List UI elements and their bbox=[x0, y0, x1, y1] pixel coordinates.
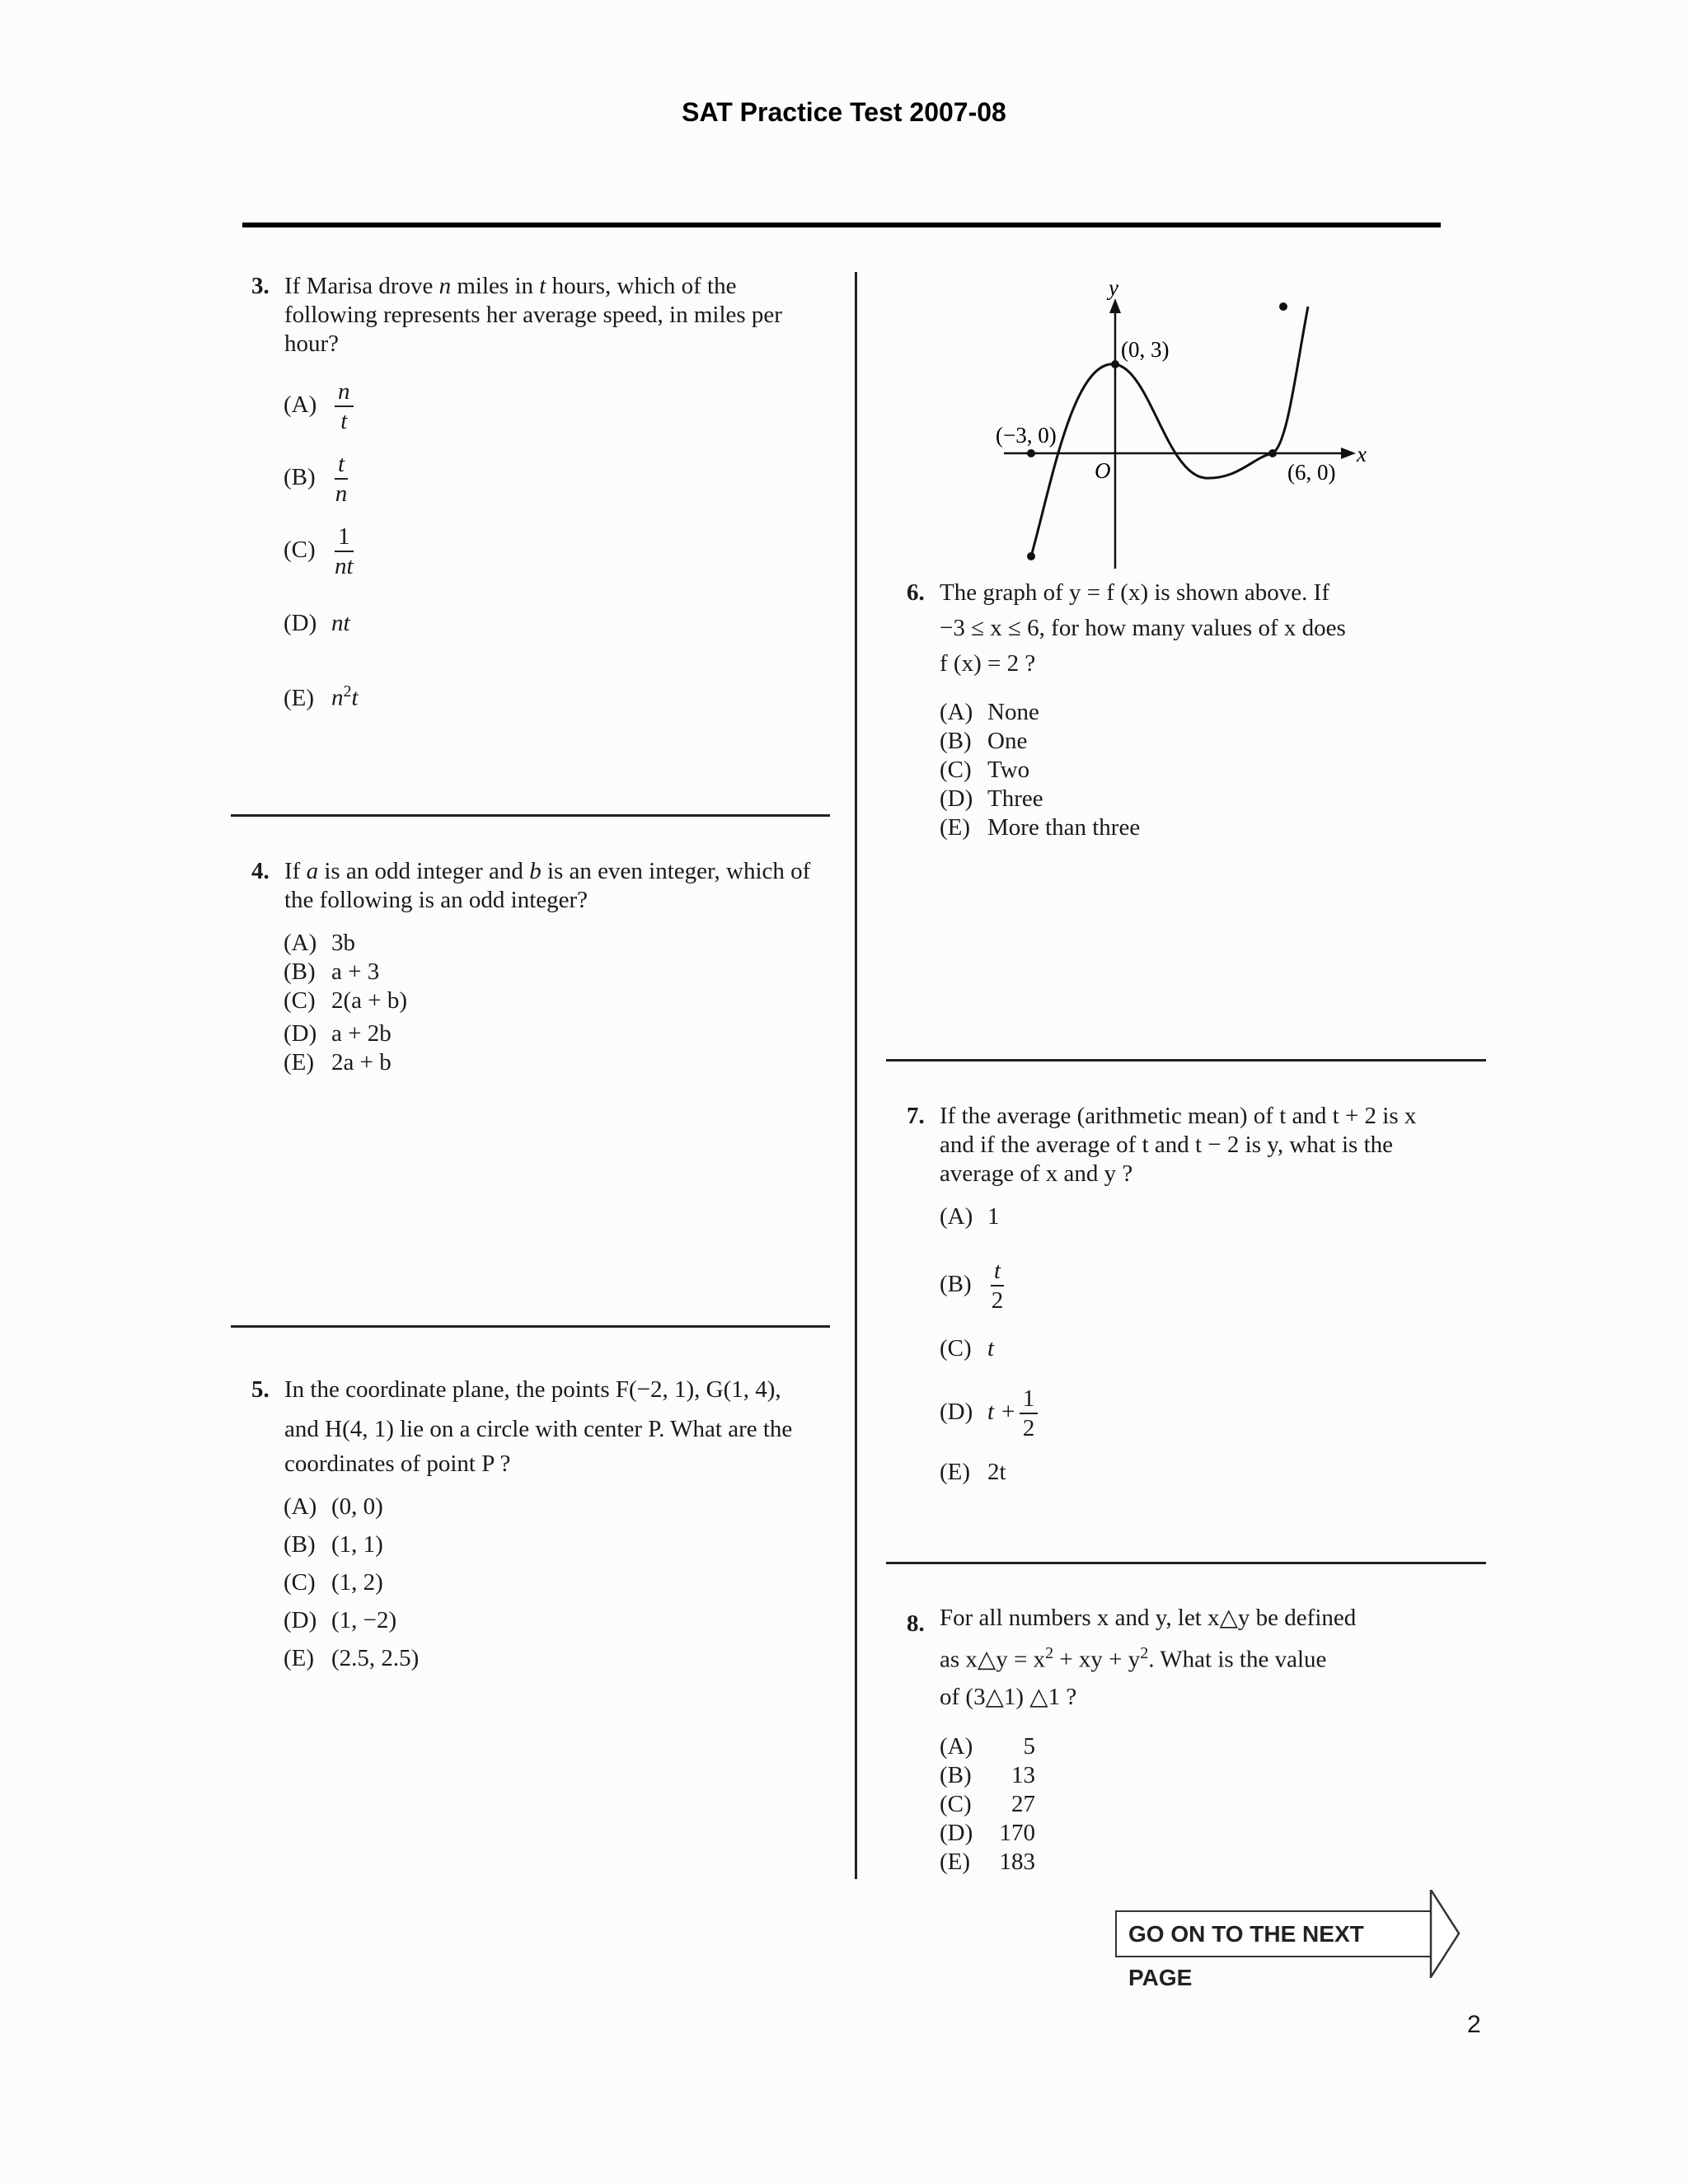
choice-d[interactable]: (D) a + 2b bbox=[284, 1020, 392, 1047]
choice-b[interactable]: (B) a + 3 bbox=[284, 958, 380, 985]
choice-d[interactable]: (D) (1, −2) bbox=[284, 1607, 397, 1633]
function-curve bbox=[1031, 307, 1308, 556]
choice-e[interactable]: (E) 2a + b bbox=[284, 1049, 392, 1076]
choice-a[interactable]: (A) None bbox=[940, 699, 1039, 725]
choice-c[interactable]: (C) 27 bbox=[940, 1791, 1035, 1817]
choice-e[interactable]: (E) 183 bbox=[940, 1849, 1035, 1875]
point-label-neg3-0: (−3, 0) bbox=[996, 423, 1057, 448]
separator-q7-q8 bbox=[886, 1562, 1486, 1564]
arrow-right-icon bbox=[1429, 1890, 1462, 1978]
origin-label: O bbox=[1095, 458, 1111, 483]
question-number: 3. bbox=[251, 273, 270, 299]
point-6-0 bbox=[1268, 449, 1277, 457]
page-title: SAT Practice Test 2007-08 bbox=[682, 97, 1006, 127]
choice-a[interactable]: (A) 1 bbox=[940, 1203, 1000, 1230]
choice-c[interactable]: (C) (1, 2) bbox=[284, 1569, 383, 1596]
next-page-banner bbox=[1115, 1910, 1432, 1990]
question-6 bbox=[907, 575, 1401, 682]
endpoint-right bbox=[1279, 302, 1287, 311]
choice-c[interactable]: (C) $\frac{1}{nt}$ bbox=[284, 523, 354, 580]
question-number: 7. bbox=[907, 1103, 925, 1129]
choice-b[interactable]: (B) One bbox=[940, 728, 1028, 754]
function-graph bbox=[981, 272, 1385, 577]
question-number: 8. bbox=[907, 1610, 925, 1637]
choice-e[interactable]: (E) 2t bbox=[940, 1459, 1006, 1485]
separator-q4-q5 bbox=[231, 1325, 830, 1328]
question-stem: If Marisa drove n miles in t hours, which of the following represents her average speed, in miles per hour? bbox=[284, 273, 782, 357]
question-4 bbox=[251, 857, 820, 915]
choice-a[interactable]: (A) (0, 0) bbox=[284, 1493, 383, 1520]
point-neg3-0 bbox=[1027, 449, 1035, 457]
x-axis-arrow bbox=[1341, 448, 1356, 459]
header-rule bbox=[242, 223, 1441, 227]
choice-a[interactable]: (A) 3b bbox=[284, 930, 355, 956]
choice-b[interactable]: (B) 13 bbox=[940, 1762, 1035, 1788]
y-axis-arrow bbox=[1109, 298, 1121, 313]
choice-e[interactable]: (E) (2.5, 2.5) bbox=[284, 1645, 420, 1671]
question-stem: The graph of y = f (x) is shown above. If −3 ≤ x ≤ 6, for how many values of x does f (x) = 2 ? bbox=[940, 579, 1346, 677]
choice-b[interactable]: (B) $\frac{t}{n}$ bbox=[284, 451, 348, 508]
choice-a[interactable]: (A) 5 bbox=[940, 1733, 1035, 1760]
choice-e[interactable]: (E) $n^2t$ bbox=[284, 682, 359, 711]
question-stem: If a is an odd integer and b is an even integer, which of the following is an odd integer? bbox=[284, 858, 811, 913]
choice-b[interactable]: (B) (1, 1) bbox=[284, 1531, 383, 1558]
choice-c[interactable]: (C) t bbox=[940, 1335, 995, 1361]
question-number: 6. bbox=[907, 579, 925, 606]
question-3 bbox=[251, 272, 795, 359]
point-label-6-0: (6, 0) bbox=[1287, 460, 1336, 485]
separator-q6-q7 bbox=[886, 1059, 1486, 1062]
choice-d[interactable]: (D) 170 bbox=[940, 1820, 1035, 1846]
next-page-label: GO ON TO THE NEXT PAGE bbox=[1128, 1921, 1364, 1990]
column-divider bbox=[855, 272, 857, 1879]
question-7 bbox=[907, 1102, 1484, 1188]
choice-e[interactable]: (E) More than three bbox=[940, 814, 1141, 841]
choice-d[interactable]: (D) t + $\frac{1}{2}$ bbox=[940, 1386, 1038, 1441]
choice-b[interactable]: (B) $\frac{t}{2}$ bbox=[940, 1258, 1004, 1315]
page-number: 2 bbox=[1467, 2011, 1481, 2038]
question-stem: In the coordinate plane, the points F(−2, 1), G(1, 4), and H(4, 1) lie on a circle with center P. What are the coordinates of point P ? bbox=[284, 1376, 793, 1477]
choice-c[interactable]: (C) Two bbox=[940, 757, 1030, 783]
question-stem: If the average (arithmetic mean) of t and t + 2 is x and if the average of t and t − 2 is y, what is the average of x and y ? bbox=[940, 1103, 1417, 1187]
choice-c[interactable]: (C) 2(a + b) bbox=[284, 987, 408, 1014]
choice-d[interactable]: (D) nt bbox=[284, 610, 350, 636]
question-number: 5. bbox=[251, 1376, 270, 1403]
point-0-3 bbox=[1111, 360, 1119, 368]
endpoint-left bbox=[1027, 552, 1035, 560]
y-axis-label: y bbox=[1109, 275, 1118, 300]
question-stem: For all numbers x and y, let x△y be defined as x△y = $x^2$ + xy + $y^2$. What is the value of (3△1) △1 ? bbox=[940, 1605, 1357, 1710]
choice-a[interactable]: (A) $\frac{n}{t}$ bbox=[284, 379, 354, 434]
question-8 bbox=[907, 1603, 1484, 1713]
question-number: 4. bbox=[251, 858, 270, 884]
question-5 bbox=[251, 1370, 845, 1479]
separator-q3-q4 bbox=[231, 814, 830, 817]
x-axis-label: x bbox=[1357, 442, 1367, 466]
point-label-0-3: (0, 3) bbox=[1121, 337, 1170, 362]
choice-d[interactable]: (D) Three bbox=[940, 785, 1043, 812]
